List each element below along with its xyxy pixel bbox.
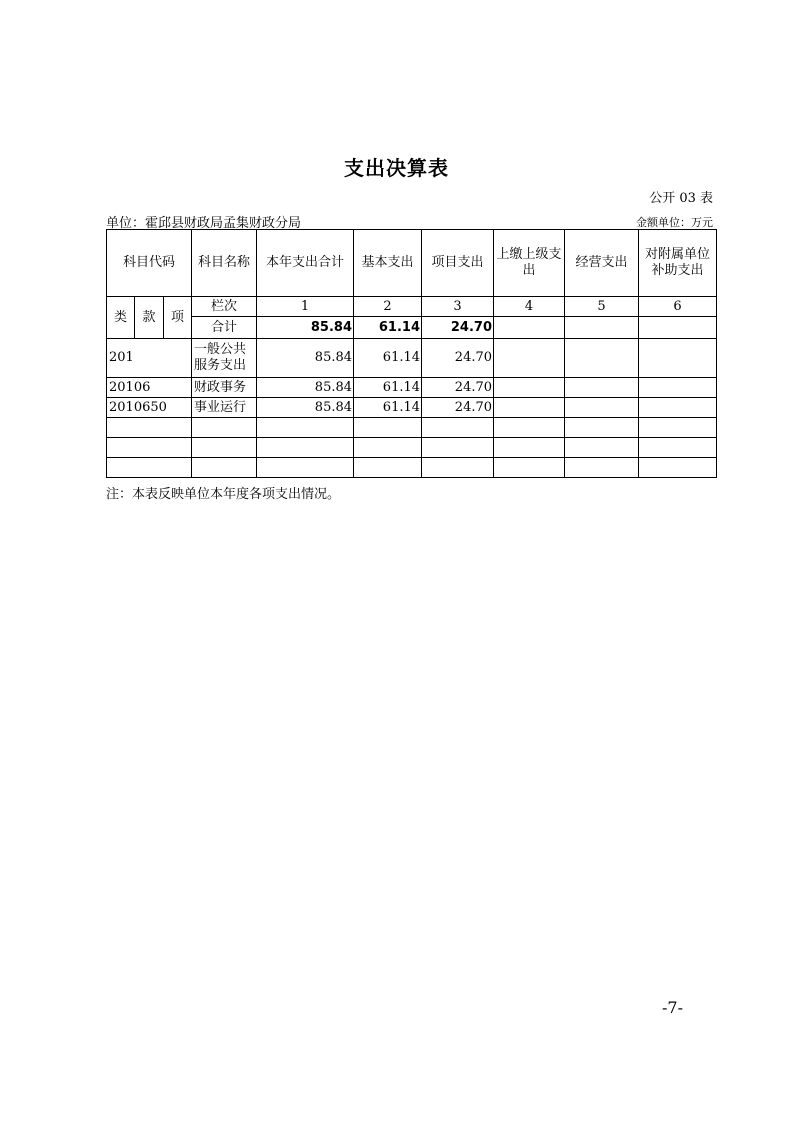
- header-project: 项目支出: [422, 230, 494, 297]
- column-number-row: [107, 297, 717, 317]
- row-value: [565, 398, 639, 418]
- row-value: [565, 378, 639, 398]
- empty-row: [107, 458, 717, 478]
- row-value: [639, 398, 717, 418]
- row-value: 61.14: [354, 398, 422, 418]
- column-number: 5: [565, 297, 639, 317]
- row-value: 85.84: [257, 339, 354, 378]
- total-value: 61.14: [354, 317, 422, 339]
- row-code: 2010650: [107, 398, 192, 418]
- sub-header-kuan: 款: [135, 297, 164, 339]
- column-number: 2: [354, 297, 422, 317]
- sub-header-lei: 类: [107, 297, 135, 339]
- header-subsidy: 对附属单位补助支出: [639, 230, 717, 297]
- total-value: [639, 317, 717, 339]
- page-number: -7-: [662, 998, 683, 1017]
- row-value: [494, 398, 565, 418]
- table-note: 注：本表反映单位本年度各项支出情况。: [106, 487, 341, 502]
- unit-label: 单位：霍邱县财政局孟集财政分局: [106, 216, 302, 231]
- row-value: [494, 339, 565, 378]
- header-name: 科目名称: [192, 230, 257, 297]
- row-name: 一般公共服务支出: [192, 339, 257, 378]
- row-value: [639, 378, 717, 398]
- table-row: [107, 339, 717, 378]
- row-code: 201: [107, 339, 192, 378]
- header-upper: 上缴上级支出: [494, 230, 565, 297]
- row-value: 24.70: [422, 398, 494, 418]
- column-number: 1: [257, 297, 354, 317]
- row-value: [639, 339, 717, 378]
- row-value: 85.84: [257, 378, 354, 398]
- row-value: [565, 339, 639, 378]
- header-total: 本年支出合计: [257, 230, 354, 297]
- row-name: 事业运行: [192, 398, 257, 418]
- sub-header-xiang: 项: [164, 297, 192, 339]
- column-number: 6: [639, 297, 717, 317]
- expenditure-table: [106, 229, 717, 478]
- column-number-label: 栏次: [192, 297, 257, 317]
- header-basic: 基本支出: [354, 230, 422, 297]
- column-number: 4: [494, 297, 565, 317]
- header-business: 经营支出: [565, 230, 639, 297]
- empty-row: [107, 438, 717, 458]
- total-value: [494, 317, 565, 339]
- form-number: 公开 03 表: [649, 191, 713, 206]
- total-value: 24.70: [422, 317, 494, 339]
- table-row: [107, 398, 717, 418]
- total-row: [107, 317, 717, 339]
- header-code: 科目代码: [107, 230, 192, 297]
- empty-row: [107, 418, 717, 438]
- table-row: [107, 378, 717, 398]
- row-name: 财政事务: [192, 378, 257, 398]
- total-label: 合计: [192, 317, 257, 339]
- total-value: 85.84: [257, 317, 354, 339]
- page-title: 支出决算表: [344, 156, 449, 180]
- row-value: 85.84: [257, 398, 354, 418]
- row-value: 61.14: [354, 339, 422, 378]
- row-value: [494, 378, 565, 398]
- row-value: 24.70: [422, 378, 494, 398]
- row-code: 20106: [107, 378, 192, 398]
- column-number: 3: [422, 297, 494, 317]
- row-value: 61.14: [354, 378, 422, 398]
- total-value: [565, 317, 639, 339]
- amount-unit: 金额单位：万元: [636, 216, 713, 229]
- header-row: [107, 230, 717, 297]
- row-value: 24.70: [422, 339, 494, 378]
